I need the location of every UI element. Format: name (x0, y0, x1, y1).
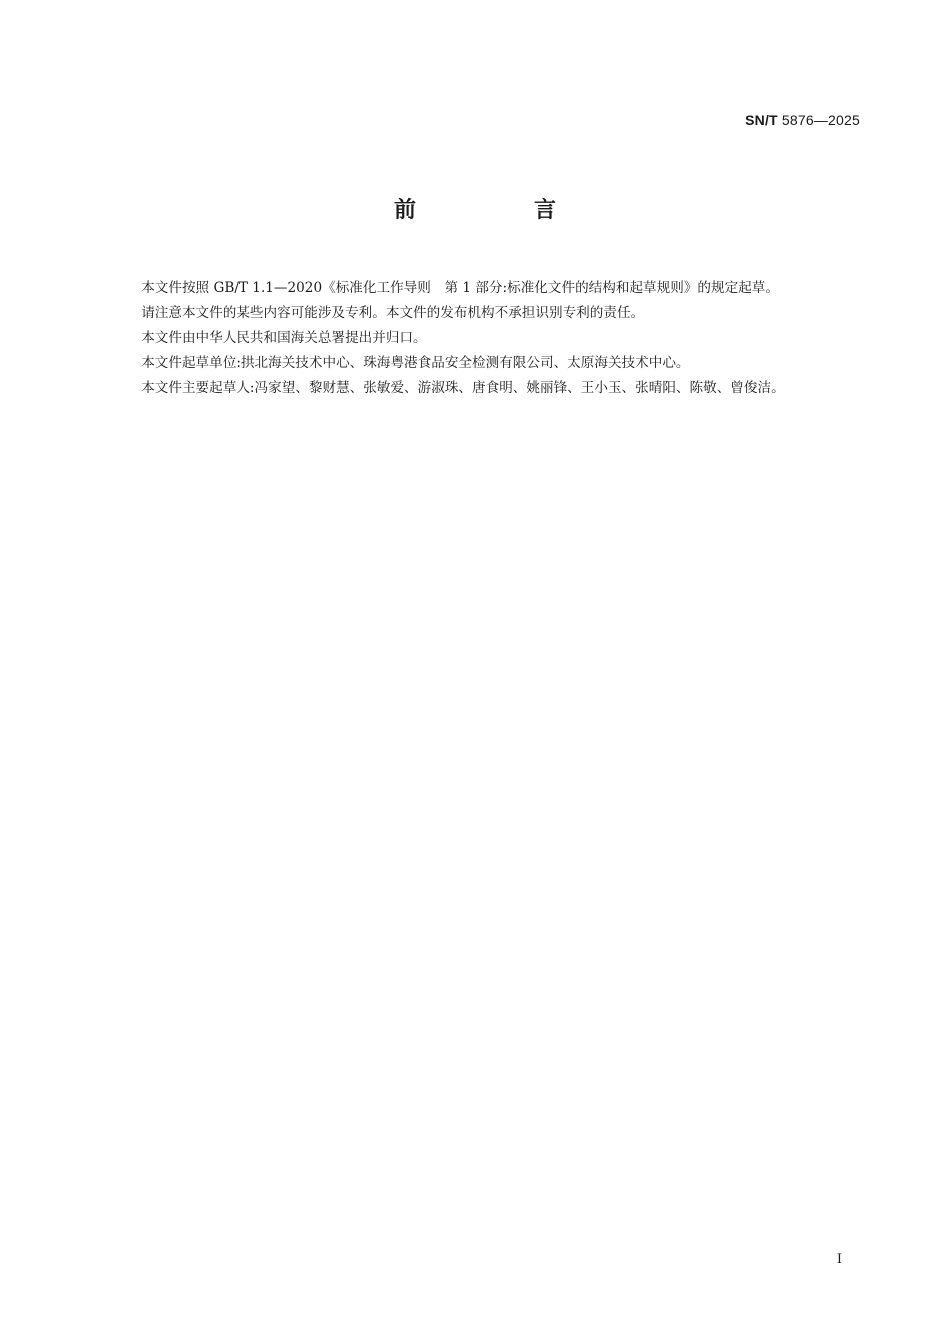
document-code (745, 112, 860, 128)
foreword-body (114, 276, 860, 401)
document-code-prefix: SN/T (745, 112, 778, 128)
document-code-number: 5876—2025 (781, 112, 860, 128)
paragraph-proposer: 本文件由中华人民共和国海关总署提出并归口。 (141, 330, 427, 346)
paragraph-drafters: 本文件主要起草人:冯家望、黎财慧、张敏爱、游淑珠、唐食明、姚丽锋、王小玉、张晴阳、陈敬、曾俊洁。 (141, 380, 785, 396)
paragraph-drafting-units: 本文件起草单位:拱北海关技术中心、珠海粤港食品安全检测有限公司、太原海关技术中心。 (141, 355, 690, 371)
paragraph-drafting-rules: 本文件按照 GB/T 1.1—2020《标准化工作导则 第 1 部分:标准化文件的结构和起草规则》的规定起草。 (141, 280, 779, 296)
page-title: 前 言 (393, 198, 604, 223)
paragraph-patent-notice: 请注意本文件的某些内容可能涉及专利。本文件的发布机构不承担识别专利的责任。 (141, 305, 645, 321)
page-number: I (836, 1252, 842, 1267)
